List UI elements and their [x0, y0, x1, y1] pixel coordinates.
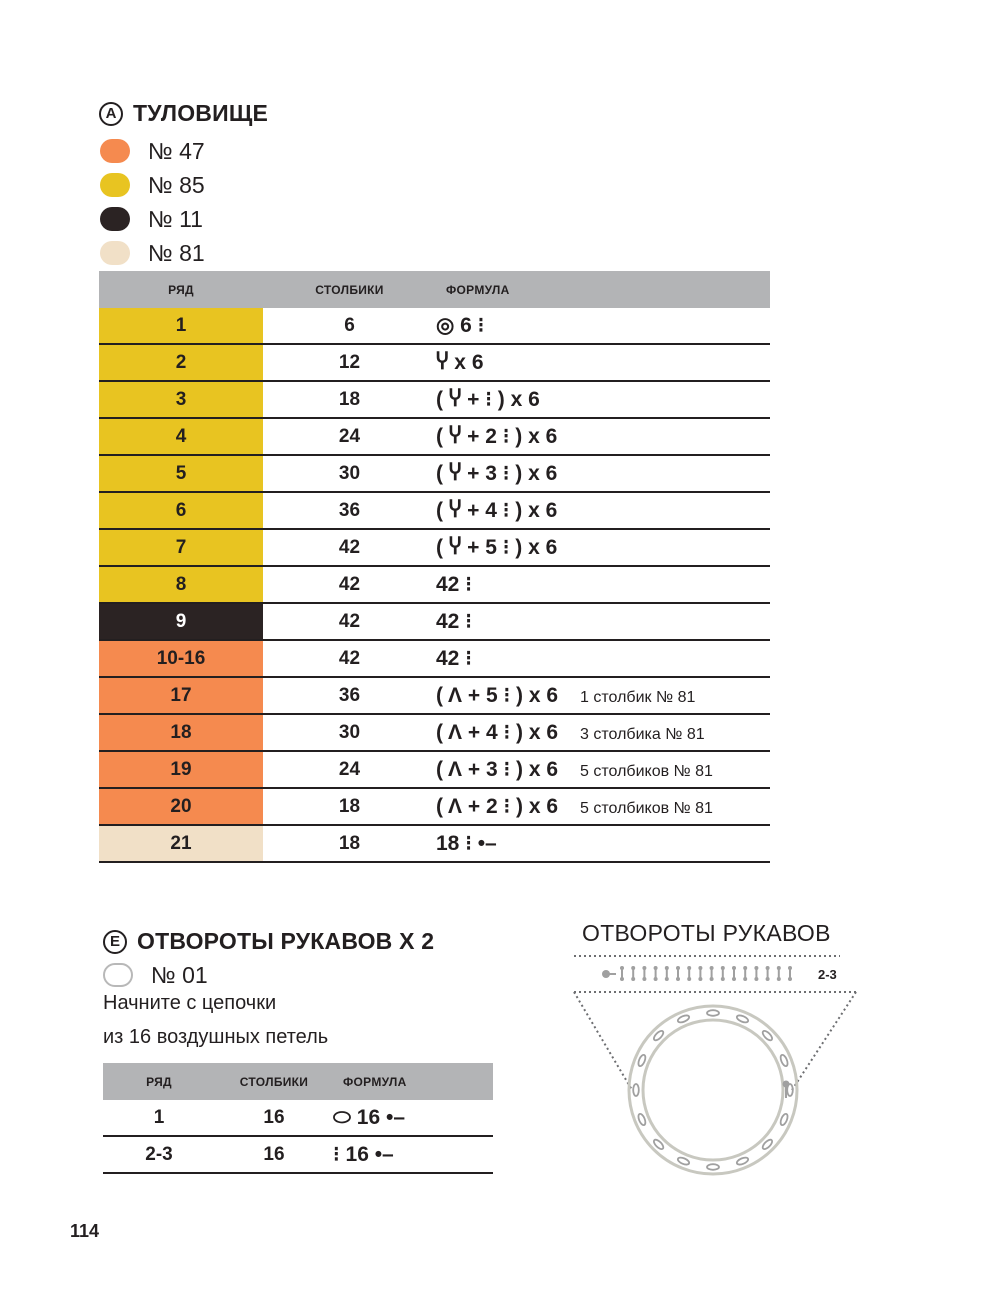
row-number-cell: 20 — [99, 788, 263, 825]
row-number-cell: 2-3 — [103, 1136, 215, 1173]
header-stitches: СТОЛБИКИ — [215, 1063, 333, 1100]
header-row: РЯД — [103, 1063, 215, 1100]
table-row — [99, 677, 770, 714]
formula-cell — [333, 1136, 493, 1173]
row-number-cell: 7 — [99, 529, 263, 566]
formula-cell — [436, 381, 770, 418]
formula-text: ( Λ + 2 ⁝ ) x 6 — [436, 795, 559, 818]
table-row — [103, 1100, 493, 1136]
yarn-item — [100, 134, 205, 168]
formula-cell — [333, 1100, 493, 1136]
table-row — [99, 825, 770, 862]
row-number-cell: 1 — [99, 308, 263, 344]
stitch-count-cell: 30 — [263, 714, 436, 751]
section-letter-badge: E — [103, 930, 127, 954]
yarn-swatch — [100, 241, 130, 265]
table-row — [99, 344, 770, 381]
body-pattern-table — [99, 271, 770, 863]
diagram-row-label: 2-3 — [818, 967, 837, 982]
table-row — [99, 455, 770, 492]
table-row — [99, 640, 770, 677]
stitch-count-cell: 24 — [263, 751, 436, 788]
formula-text: ( Ⴤ + 5 ⁝ ) x 6 — [436, 536, 558, 559]
row-number-cell: 3 — [99, 381, 263, 418]
row-number-cell: 5 — [99, 455, 263, 492]
yarn-label: № 01 — [151, 961, 208, 988]
table-header-row — [99, 271, 770, 308]
yarn-swatch — [100, 139, 130, 163]
formula-text: ⁝ 16 •– — [333, 1143, 394, 1166]
single-crochet-symbol — [743, 966, 747, 981]
table-row — [99, 714, 770, 751]
single-crochet-symbol — [665, 966, 669, 981]
table-row — [99, 418, 770, 455]
yarn-item — [100, 168, 205, 202]
row-number-cell: 18 — [99, 714, 263, 751]
stitch-count-cell: 18 — [263, 788, 436, 825]
single-crochet-symbol — [654, 966, 658, 981]
stitch-count-cell: 16 — [215, 1100, 333, 1136]
zoom-line-left — [574, 992, 632, 1090]
diagram-title: ОТВОРОТЫ РУКАВОВ — [582, 920, 831, 946]
formula-cell — [436, 529, 770, 566]
row-number-cell: 17 — [99, 677, 263, 714]
cuff-diagram — [570, 950, 862, 1180]
single-crochet-symbol — [687, 966, 691, 981]
stitch-count-cell: 24 — [263, 418, 436, 455]
stitch-count-cell: 36 — [263, 492, 436, 529]
formula-text: ( Λ + 4 ⁝ ) x 6 — [436, 721, 559, 744]
table-row — [99, 492, 770, 529]
formula-cell — [436, 825, 770, 862]
table-header-row — [103, 1063, 493, 1100]
row-number-cell: 1 — [103, 1100, 215, 1136]
yarn-item — [100, 202, 205, 236]
formula-cell — [436, 603, 770, 640]
table-row — [99, 529, 770, 566]
yarn-swatch — [100, 173, 130, 197]
chain-stitch-symbol — [633, 1084, 639, 1096]
formula-cell — [436, 677, 770, 714]
formula-text: ( Ⴤ + ⁝ ) x 6 — [436, 388, 540, 411]
single-crochet-symbol — [732, 966, 736, 981]
stitch-count-cell: 30 — [263, 455, 436, 492]
stitch-count-cell: 18 — [263, 825, 436, 862]
stitch-count-cell: 36 — [263, 677, 436, 714]
single-crochet-symbol — [777, 966, 781, 981]
formula-cell — [436, 640, 770, 677]
single-crochet-symbol — [642, 966, 646, 981]
formula-text: ( Λ + 5 ⁝ ) x 6 — [436, 684, 559, 707]
header-row: РЯД — [99, 271, 263, 308]
single-crochet-symbol — [676, 966, 680, 981]
stitch-count-cell: 42 — [263, 640, 436, 677]
table-row — [99, 751, 770, 788]
single-crochet-symbol — [766, 966, 770, 981]
formula-note: 1 столбик № 81 — [580, 689, 696, 706]
section-title: ТУЛОВИЩЕ — [133, 100, 269, 126]
row-number-cell: 21 — [99, 825, 263, 862]
yarn-label: № 81 — [148, 239, 205, 266]
formula-cell — [436, 714, 770, 751]
stitch-count-cell: 6 — [263, 308, 436, 344]
row-number-cell: 19 — [99, 751, 263, 788]
single-crochet-symbol — [710, 966, 714, 981]
formula-cell — [436, 308, 770, 344]
section-title: ОТВОРОТЫ РУКАВОВ Х 2 — [137, 928, 435, 954]
yarn-swatch — [103, 963, 133, 987]
stitch-count-cell: 18 — [263, 381, 436, 418]
table-row — [99, 381, 770, 418]
stitch-count-cell: 16 — [215, 1136, 333, 1173]
yarn-label: № 85 — [148, 171, 205, 198]
chain-stitch-symbol — [707, 1010, 719, 1016]
row-number-cell: 2 — [99, 344, 263, 381]
table-row — [99, 603, 770, 640]
stitch-count-cell: 42 — [263, 529, 436, 566]
formula-note: 5 столбиков № 81 — [580, 763, 713, 780]
formula-text: 42 ⁝ — [436, 573, 472, 596]
formula-cell — [436, 566, 770, 603]
stitch-count-cell: 42 — [263, 603, 436, 640]
formula-text: ( Ⴤ + 4 ⁝ ) x 6 — [436, 499, 558, 522]
row-number-cell: 8 — [99, 566, 263, 603]
zoom-line-right — [792, 992, 856, 1090]
stitch-row-chart — [602, 966, 792, 981]
formula-cell — [436, 344, 770, 381]
single-crochet-symbol — [631, 966, 635, 981]
stitch-count-cell: 42 — [263, 566, 436, 603]
yarn-list — [100, 134, 205, 270]
single-crochet-symbol — [788, 966, 792, 981]
formula-cell — [436, 751, 770, 788]
chain-stitch-symbol — [736, 1156, 749, 1166]
cuffs-section-header — [103, 928, 434, 955]
chain-stitch-symbol — [707, 1164, 719, 1170]
inner-ring — [643, 1020, 783, 1160]
outer-ring — [629, 1006, 797, 1174]
chain-stitch-symbol — [637, 1113, 647, 1126]
table-row — [99, 308, 770, 344]
chain-stitch-symbol — [637, 1054, 647, 1067]
formula-cell — [436, 418, 770, 455]
header-formula: ФОРМУЛА — [333, 1063, 493, 1100]
formula-cell — [436, 492, 770, 529]
formula-cell — [436, 455, 770, 492]
table-row — [99, 566, 770, 603]
chain-stitch-symbol — [779, 1054, 789, 1067]
formula-text: ( Ⴤ + 3 ⁝ ) x 6 — [436, 462, 558, 485]
formula-note: 5 столбиков № 81 — [580, 800, 713, 817]
single-crochet-symbol — [721, 966, 725, 981]
formula-text: ◎ 6 ⁝ — [436, 314, 485, 337]
formula-text: 42 ⁝ — [436, 610, 472, 633]
row-number-cell: 6 — [99, 492, 263, 529]
yarn-swatch — [100, 207, 130, 231]
row-number-cell: 10-16 — [99, 640, 263, 677]
formula-text: ( Λ + 3 ⁝ ) x 6 — [436, 758, 559, 781]
cuffs-yarn — [103, 958, 208, 992]
chain-stitch-symbol — [736, 1014, 749, 1024]
formula-text: ( Ⴤ + 2 ⁝ ) x 6 — [436, 425, 558, 448]
section-letter-badge: A — [99, 102, 123, 126]
page-number: 114 — [70, 1221, 100, 1241]
formula-note: 3 столбика № 81 — [580, 726, 705, 743]
table-row — [103, 1136, 493, 1173]
stitch-count-cell: 12 — [263, 344, 436, 381]
yarn-item — [100, 236, 205, 270]
formula-text: Ⴤ x 6 — [436, 351, 484, 374]
row-number-cell: 9 — [99, 603, 263, 640]
formula-text: 42 ⁝ — [436, 647, 472, 670]
chain-stitch-symbol — [779, 1113, 789, 1126]
yarn-label: № 11 — [148, 205, 203, 232]
chain-stitch-symbol — [677, 1156, 690, 1166]
instruction-line-1: Начните с цепочки — [103, 992, 277, 1014]
header-formula: ФОРМУЛА — [436, 271, 770, 308]
formula-text: ⬭ 16 •– — [333, 1105, 405, 1129]
formula-text: 18 ⁝ •– — [436, 832, 497, 855]
row-number-cell: 4 — [99, 418, 263, 455]
single-crochet-symbol — [698, 966, 702, 981]
header-stitches: СТОЛБИКИ — [263, 271, 436, 308]
chain-stitch-symbol — [677, 1014, 690, 1024]
table-row — [99, 788, 770, 825]
ring-chain-stitches — [633, 1010, 793, 1170]
body-section-header — [99, 100, 268, 127]
yarn-label: № 47 — [148, 137, 205, 164]
single-crochet-symbol — [754, 966, 758, 981]
single-crochet-symbol — [620, 966, 624, 981]
formula-cell — [436, 788, 770, 825]
cuffs-pattern-table — [103, 1063, 493, 1174]
instruction-line-2: из 16 воздушных петель — [103, 1026, 329, 1048]
